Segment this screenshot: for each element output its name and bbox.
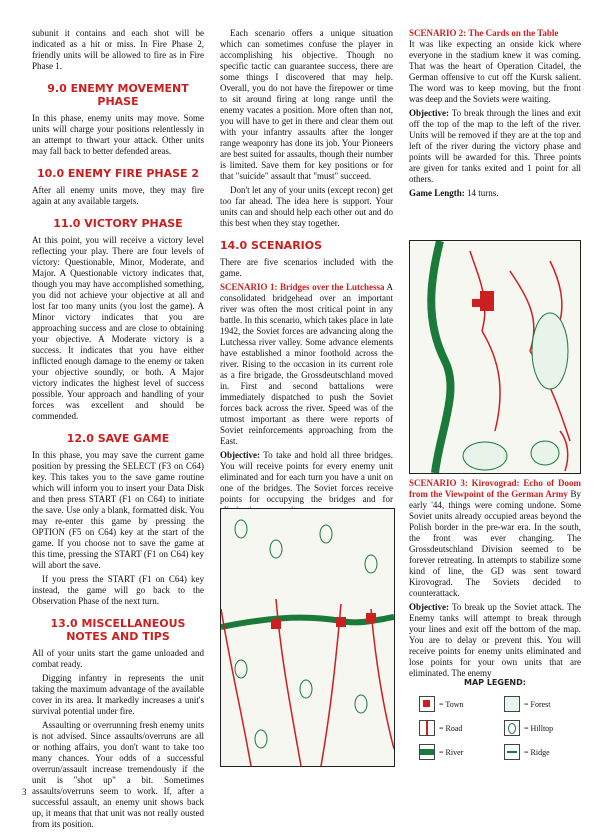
legend-town: = Town xyxy=(419,696,463,712)
paragraph-intro: subunit it contains and each shot will be indicated as a hit or miss. In Fire Phase 2, friendly units will be allowed to fire as in Fire Phase 1. xyxy=(32,28,204,71)
scenario-3-text: By early '44, things were coming undone. Some Soviet units already occupied areas beyond the Polish border in the pre-war era. In the south, the front was ever changing. The Grossdeutschland Division seemed to be forever retreating. In attempts to stabilize some kind of line, the GD was sent toward Kirovograd. The Soviets decided to counterattack. xyxy=(409,489,582,598)
paragraph-enemy-fire: After all enemy units move, they may fire again at any available targets. xyxy=(32,185,204,206)
paragraph-misc-1: All of your units start the game unloaded and combat ready. xyxy=(32,648,204,669)
column-3 xyxy=(409,28,581,202)
map-legend xyxy=(409,678,581,770)
map-graphic xyxy=(410,241,580,473)
paragraph-victory: At this point, you will receive a victory level reflecting your play. There are four levels of victory: Questionable, Minor, Moderate, and Major. A Questionable victory indicates that, though you may have accomplished something, you did not achieve your objective at all and lost far too many units (you lost the game). A Minor victory indicates that you are approaching success and are close to obtaining your objective. A Moderate victory is a success. It indicates that you have either inflicted enough damage to the enemy or taken your objective soundly, or both. A Major victory indicates the highest level of success possible. Your approach and handling of your forces was excellent and should be commended. xyxy=(32,235,204,421)
scenario-3 xyxy=(409,478,581,599)
scenario-3-objective xyxy=(409,602,581,679)
legend-hilltop: = Hilltop xyxy=(504,720,553,736)
hilltop-icon xyxy=(504,720,520,736)
legend-title: MAP LEGEND: xyxy=(464,678,526,687)
objective-text: To break through the lines and exit off the top of the map to the left of the river. Units will be removed if they are at the top and left of the river during the victory phase and points will be awarded for this. Three points are given for tanks exited and 1 point for all others. xyxy=(409,108,581,184)
legend-forest: = Forest xyxy=(504,696,551,712)
heading-misc: 13.0 MISCELLANEOUS NOTES AND TIPS xyxy=(50,617,186,643)
paragraph-enemy-movement: In this phase, enemy units may move. Some units will charge your positions relentlessly in an attempt to thwart your attack. Other units may fall back to better defended areas. xyxy=(32,113,204,156)
map-graphic xyxy=(221,509,394,766)
heading-enemy-movement: 9.0 ENEMY MOVEMENT PHASE xyxy=(47,82,189,108)
objective-text: To break up the Soviet attack. The Enemy tanks will attempt to break through your lines and exit off the bottom of the map. You are to delay or prevent this. You will receive points for enemy units eliminated and lose points for your own units that are eliminated. The enemy xyxy=(409,602,582,678)
scenario-1-title: SCENARIO 1: Bridges over the Lutchessa xyxy=(220,282,385,292)
scenario-1-map xyxy=(220,508,395,767)
scenario-2-title: SCENARIO 2: The Cards on the Table xyxy=(409,28,559,38)
game-length-value: 14 turns. xyxy=(467,188,499,198)
town-icon xyxy=(419,696,435,712)
paragraph-support: Don't let any of your units (except recon) get too far ahead. The idea here is support. Your units can and should help each other out and do this best when they stay together. xyxy=(220,185,393,228)
heading-scenarios: 14.0 SCENARIOS xyxy=(220,239,323,252)
paragraph-tactics: Each scenario offers a unique situation which can sometimes confuse the player in accomplishing his objective. Though no specific tactic can guarantee success, there are some things I discovered that may help. Overall, you do not have the firepower or time to sit around firing at long range until the enemy vacates a position. More often than not, you will have to get in there and clear them out with your infantry assaults after the longer range weaponry has done its job. Your Pioneers are best suited for assaults, though their number is limited. Save them for key positions or for that "suicide" assault that "must" succeed. xyxy=(220,28,393,181)
scenario-2-text: It was like expecting an onside kick where everyone in the stadium knew it was coming. That was the heart of Operation Citadel, the German offensive to cut off the Kursk salient. The word was to keep moving, but the front was deep and the Soviets were waiting. xyxy=(409,39,581,104)
objective-text: To take and hold all three bridges. You will receive points for every enemy unit eliminated and for each turn you have a unit on one of the bridges. The Soviet forces receive points for occupying the bridges and for xyxy=(220,450,393,504)
heading-save-game: 12.0 SAVE GAME xyxy=(66,432,170,445)
scenario-1 xyxy=(220,282,393,447)
river-icon xyxy=(419,744,435,760)
paragraph-save-game-2: If you press the START (F1 on C64) key instead, the game will go back to the Observation Phase of the next turn. xyxy=(32,574,204,606)
game-length-label: Game Length: xyxy=(409,188,465,198)
objective-label: Objective: xyxy=(220,450,260,460)
column-3-lower xyxy=(409,478,581,682)
column-2 xyxy=(220,28,393,533)
column-1 xyxy=(32,28,204,833)
paragraph-scenarios: There are five scenarios included with the game. xyxy=(220,257,393,278)
heading-enemy-fire: 10.0 ENEMY FIRE PHASE 2 xyxy=(36,167,200,180)
objective-label: Objective: xyxy=(409,602,449,612)
legend-river: = River xyxy=(419,744,463,760)
scenario-2-game-length xyxy=(409,188,581,199)
scenario-2-objective xyxy=(409,108,581,185)
objective-label: Objective: xyxy=(409,108,449,118)
legend-road: = Road xyxy=(419,720,462,736)
scenario-1-text: A consolidated bridgehead over an important river was often the most critical point in any battle. In this scenario, which takes place in late 1942, the Soviet forces are advancing along the Lutchessa river valley. Some advance elements have established a minor foothold across the river. Rising to the occasion in its current role as a fire brigade, the Grossdeutschland moved in. First and second battalions were immediately dispatched to push the Soviet forces back across the river. Speed was of the utmost important as there were reports of Soviet reinforcements approaching from the East. xyxy=(220,282,393,446)
ridge-icon xyxy=(504,744,520,760)
paragraph-misc-3: Assaulting or overrunning fresh enemy units is not advised. Since assaults/overruns are all or nothing affairs, you don't want to take too many chances. Your odds of a successful overrun/assault increase tremendously if the unit is "shot up" a bit. Sometimes assaults/overruns seem to work. If, after a successful assault, an enemy unit shows back up, it means that that unit was not really ousted from its position. xyxy=(32,720,204,829)
road-icon xyxy=(419,720,435,736)
legend-ridge: = Ridge xyxy=(504,744,550,760)
scenario-1-objective xyxy=(220,450,393,516)
scenario-2-map xyxy=(409,240,581,474)
paragraph-save-game-1: In this phase, you may save the current game position by pressing the SELECT (F3 on C64) key. This takes you to the save game routine which will inform you to insert your Data Disk and then press START (F1 on C64) to initiate the save. Use only a blank, formatted disk. You may re-enter this game by pressing the OPTION (F5 on C64) key at the start of the game. If you choose not to save the game at this time, pressing the START (F1 on C64) key will abort the save. xyxy=(32,450,204,570)
paragraph-misc-2: Digging infantry in represents the unit taking the maximum advantage of the available cover in its area. It markedly increases a unit's survival potential under fire. xyxy=(32,673,204,716)
scenario-2 xyxy=(409,28,581,105)
forest-icon xyxy=(504,696,520,712)
page-number: 3 xyxy=(22,787,27,797)
heading-victory: 11.0 VICTORY PHASE xyxy=(53,217,183,230)
scenario-3-title: SCENARIO 3: Kirovograd: Echo of Doom from the Viewpoint of the German Army xyxy=(409,478,581,499)
